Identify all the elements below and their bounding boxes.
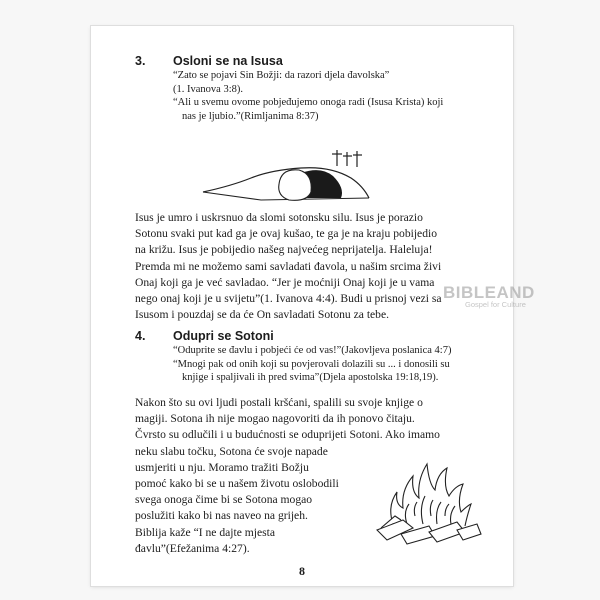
body-line: magiji. Sotona ih nije mogao nagovoriti da ih ponovo čitaju. (135, 412, 415, 426)
section-4-quotes (173, 344, 451, 385)
watermark-logo (443, 284, 535, 309)
quote-line: (1. Ivanova 3:8). (173, 83, 243, 95)
body-line: đavlu”(Efežanima 4:27). (135, 541, 250, 555)
body-line: pomoć kako bi se u našem životu oslobodili (135, 477, 339, 491)
body-line: Premda mi ne možemo sami savladati đavola, u našim srcima živi (135, 259, 442, 273)
body-line: svega onoga čime bi se Sotona mogao (135, 493, 313, 507)
section-3-body (135, 210, 442, 323)
body-line: Čvrsto su odlučili i u budućnosti se oduprijeti Sotoni. Ako imamo (135, 428, 440, 442)
page-number: 8 (299, 564, 305, 578)
watermark-sub: Gospel for Culture (465, 300, 526, 309)
section-number: 4. (135, 329, 146, 343)
body-line: nego onaj koji je u svijetu”(1. Ivanova 4:4). Budi u prisnoj vezi sa (135, 292, 442, 306)
watermark-main: BIBLEAND (443, 283, 535, 302)
body-line: Nakon što su ovi ljudi postali kršćani, spalili su svoje knjige o (135, 396, 423, 409)
body-line: Isus je umro i uskrsnuo da slomi sotonsku silu. Isus je porazio (135, 211, 423, 224)
body-line: Sotonu svaki put kad ga je ovaj kušao, te ga je na kraju pobijedio (135, 227, 438, 241)
book-icon (377, 516, 481, 544)
section-title: Odupri se Sotoni (173, 329, 274, 343)
body-line: Onaj koji ga je već savladao. “Jer je moćniji Onaj koji je u vama (135, 275, 435, 289)
body-line: na križu. Isus je pobijedio našeg najvećeg neprijatelja. Haleluja! (135, 243, 433, 257)
empty-tomb-illustration (201, 148, 371, 203)
cross-icon (332, 150, 362, 167)
quote-line: knjige i spaljivali ih pred svima”(Djela apostolska 19:18,19). (182, 372, 439, 383)
quote-line: “Zato se pojavi Sin Božji: da razori djela đavolska” (173, 70, 390, 81)
quote-line: “Oduprite se đavlu i pobjeći će od vas!”(Jakovljeva poslanica 4:7) (173, 345, 452, 356)
flame-icon (391, 464, 471, 526)
quote-line: nas je ljubio.”(Rimljanima 8:37) (182, 110, 319, 122)
body-line: Isusom i pouzdaj se da će On savladati Sotonu za tebe. (135, 308, 390, 322)
body-line: poslužiti kako bi nas naveo na grijeh. (135, 509, 308, 523)
quote-line: “Mnogi pak od onih koji su povjerovali dolazili su ... i donosili su (173, 358, 450, 370)
book-page (91, 26, 535, 586)
burning-books-illustration (373, 446, 483, 546)
section-3-quotes (173, 69, 443, 123)
body-line: usmjeriti u nju. Moramo tražiti Božju (135, 460, 309, 474)
section-title: Osloni se na Isusa (173, 54, 283, 68)
quote-line: “Ali u svemu ovome pobjeđujemo onoga radi (Isusa Krista) koji (173, 97, 444, 108)
body-line: Biblija kaže “I ne dajte mjesta (135, 525, 276, 539)
body-line: neku slabu točku, Sotona će svoje napade (135, 444, 328, 458)
section-number: 3. (135, 54, 146, 68)
